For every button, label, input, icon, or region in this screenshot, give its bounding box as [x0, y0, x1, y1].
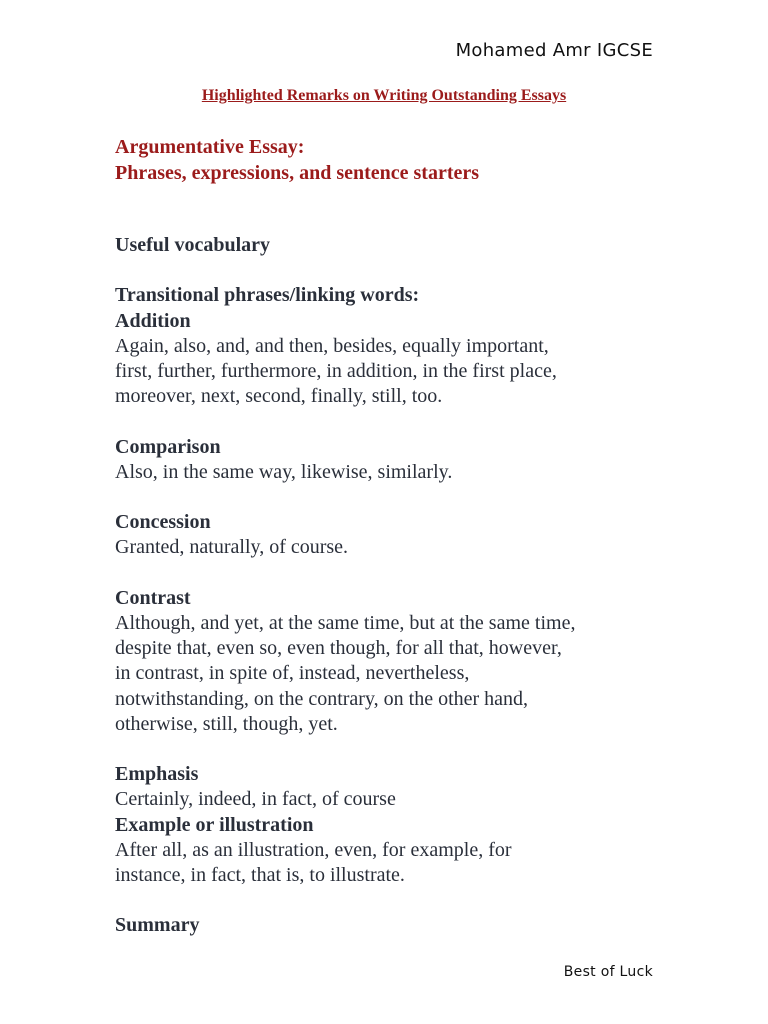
footer-text: Best of Luck [563, 964, 653, 980]
document-body [115, 233, 675, 939]
addition-line: Again, also, and, and then, besides, equally important, [115, 334, 549, 357]
comparison-line: Also, in the same way, likewise, similarly. [115, 460, 453, 483]
concession-heading: Concession [115, 511, 211, 534]
transitional-phrases-heading: Transitional phrases/linking words: [115, 284, 420, 307]
example-line: instance, in fact, that is, to illustrate. [115, 864, 405, 886]
addition-line: first, further, furthermore, in addition, in the first place, [115, 360, 557, 382]
essay-title-line-2: Phrases, expressions, and sentence starters [115, 162, 480, 184]
contrast-line: Although, and yet, at the same time, but at the same time, [115, 611, 576, 634]
contrast-line: notwithstanding, on the contrary, on the other hand, [115, 687, 529, 710]
contrast-heading: Contrast [115, 586, 191, 609]
contrast-line: otherwise, still, though, yet. [115, 712, 338, 735]
useful-vocabulary-heading: Useful vocabulary [115, 234, 270, 256]
addition-heading: Addition [115, 309, 191, 332]
summary-heading: Summary [115, 914, 200, 937]
essay-title [115, 134, 479, 186]
essay-title-line-1: Argumentative Essay: [115, 136, 305, 158]
emphasis-line: Certainly, indeed, in fact, of course [115, 788, 396, 811]
comparison-heading: Comparison [115, 435, 221, 458]
header-author: Mohamed Amr IGCSE [455, 40, 653, 61]
example-line: After all, as an illustration, even, for example, for [115, 838, 512, 861]
contrast-line: despite that, even so, even though, for all that, however, [115, 637, 562, 660]
concession-line: Granted, naturally, of course. [115, 536, 349, 559]
emphasis-heading: Emphasis [115, 763, 199, 786]
example-heading: Example or illustration [115, 813, 314, 836]
contrast-line: in contrast, in spite of, instead, nevertheless, [115, 662, 470, 685]
addition-line: moreover, next, second, finally, still, too. [115, 385, 443, 408]
document-heading: Highlighted Remarks on Writing Outstanding Essays [201, 87, 567, 104]
